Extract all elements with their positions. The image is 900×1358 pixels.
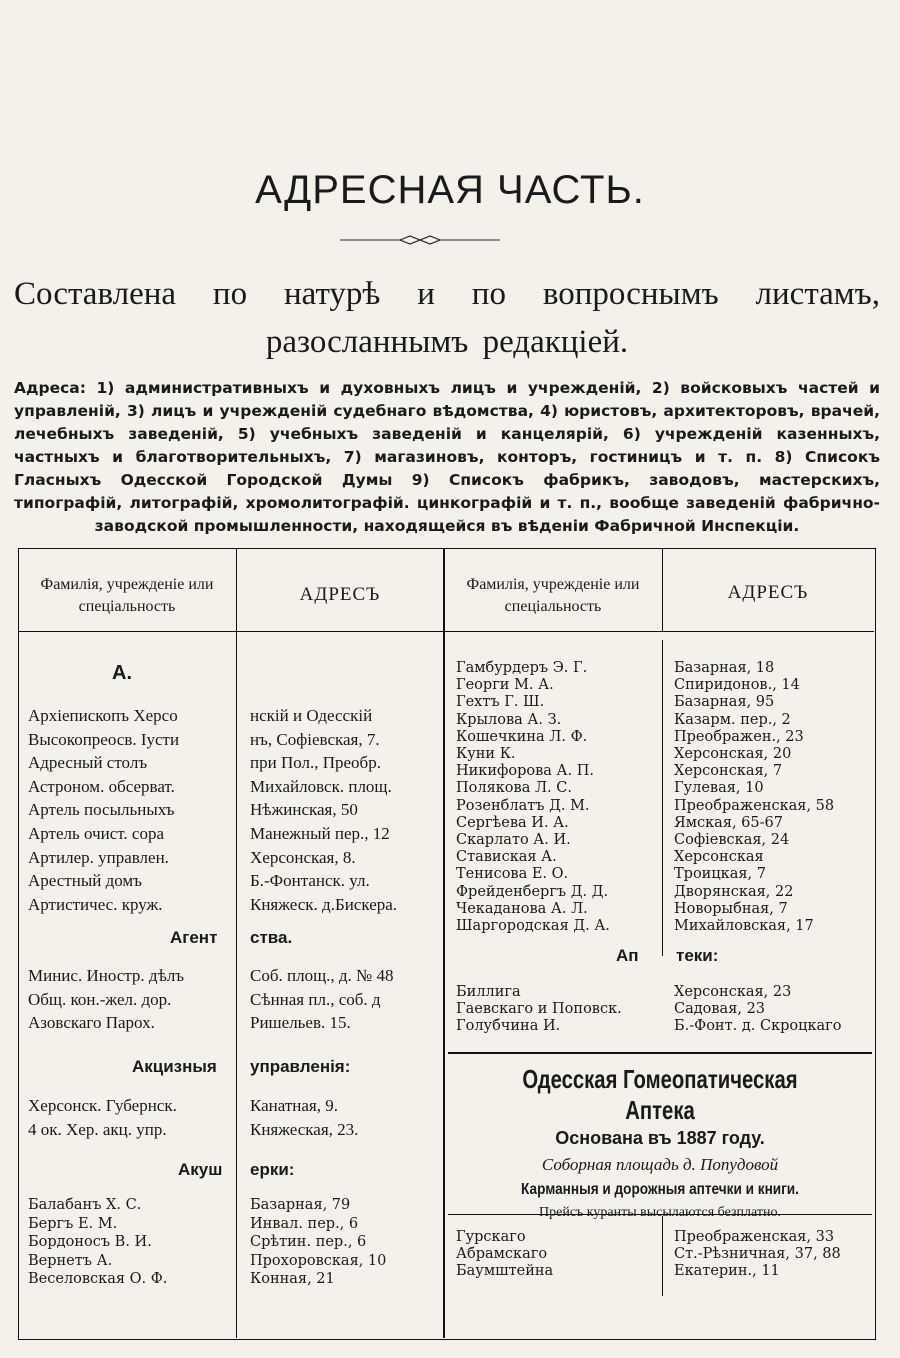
entry-name: Скарлато А. И. — [456, 832, 571, 848]
entry-name: Полякова Л. С. — [456, 780, 572, 797]
entry-address: Новорыбная, 7 — [674, 900, 788, 917]
entry-name: Ставиская А. — [456, 849, 557, 866]
entry-name: Вернетъ А. — [28, 1252, 113, 1269]
entry-name: Арестный домъ — [28, 871, 142, 891]
entry-name: Гехтъ Г. Ш. — [456, 694, 545, 711]
midwife-heading-a: Акуш — [178, 1160, 223, 1179]
agents-heading-a: Агент — [170, 928, 218, 947]
entry-address: Ришельев. 15. — [250, 1013, 351, 1033]
entry-name: Балабанъ Х. С. — [28, 1197, 142, 1213]
entry-name: Абрамскаго — [456, 1246, 548, 1263]
right-col-divider-mid — [662, 640, 663, 956]
entry-name: Астроном. обсерват. — [28, 776, 175, 796]
entry-name: Минис. Иностр. дѣлъ — [28, 966, 185, 985]
ad-address: Соборная площадь д. Попудовой — [541, 1155, 779, 1174]
entry-name: Гурскаго — [456, 1229, 526, 1245]
entry-address: Михайловская, 17 — [674, 918, 814, 934]
entry-address: Ямская, 65-67 — [674, 814, 783, 831]
entry-address: Прохоровская, 10 — [250, 1252, 387, 1269]
entry-name: Общ. кон.-жел. дор. — [28, 989, 172, 1009]
entry-address: Херсонская, 23 — [674, 984, 792, 1000]
intro-paragraph: Адреса: 1) административныхъ и духовныхъ лицъ и учрежденій, 2) войсковыхъ частей и управленій, 3) лицъ и учрежденій судебнаго вѣдомства, 4) юристовъ, архитекторовъ, врачей, лечебныхъ заведеній, 5) учебныхъ заведеній и канцелярій, 6) учрежденій казенныхъ, частныхъ и благотворительныхъ, 7) магазиновъ, конторъ, гостиницъ и т. п. 8) Списокъ Гласныхъ Одесской Городской Думы 9) Списокъ фабрикъ, заводовъ, мастерскихъ, типографій, литографій, хромолитографій. цинкографій и т. п., вообще заведеній фабрично-заводской промышленности, находящейся въ вѣденіи Фабричной Инспекціи. — [14, 379, 880, 535]
agents-heading-b: ства. — [250, 928, 293, 947]
entry-name: Голубчина И. — [456, 1018, 561, 1035]
entry-name: Артилер. управлен. — [28, 847, 169, 867]
entry-address: Канатная, 9. — [250, 1096, 339, 1115]
header-divider — [18, 631, 874, 632]
entry-address: Преображен., 23 — [674, 728, 804, 745]
entry-address: Спиридонов., 14 — [674, 677, 800, 694]
entry-address: Манежный пер., 12 — [250, 824, 390, 843]
ad-founded: Основана въ 1887 году. — [555, 1128, 765, 1148]
left-name-header: Фамилія, учрежденіе или спеціальность — [40, 576, 214, 615]
homeopathic-pharmacy-ad — [448, 1054, 872, 1220]
pharmacies-heading-a: Ап — [616, 946, 639, 965]
entry-address: Ст.-Рѣзничная, 37, 88 — [674, 1246, 841, 1263]
entry-name: Фрейденбергъ Д. Д. — [456, 883, 609, 900]
entry-name: Гаевскаго и Поповск. — [456, 1001, 622, 1018]
entry-address: Троицкая, 7 — [674, 866, 766, 883]
ad-title: Одесская Гомеопатическая Аптека — [522, 1064, 798, 1125]
entry-address: при Пол., Преобр. — [250, 753, 381, 773]
entry-address: Б.-Фонтанск. ул. — [250, 871, 370, 891]
midwife-heading-b: ерки: — [250, 1160, 295, 1179]
entry-address: Казарм. пер., 2 — [674, 711, 791, 728]
entry-address: Княжеская, 23. — [250, 1119, 359, 1139]
entry-name: Тенисова Е. О. — [456, 866, 569, 883]
entry-name: Сергѣева И. А. — [456, 814, 569, 831]
excise-heading-a: Акцизныя — [132, 1057, 217, 1076]
entry-address: Садовая, 23 — [674, 1001, 766, 1018]
entry-name: Георги М. А. — [456, 677, 554, 694]
entry-address: Базарная, 95 — [674, 694, 775, 711]
entry-name: Кошечкина Л. Ф. — [456, 728, 588, 745]
entry-name: Адресный столъ — [28, 753, 148, 773]
entry-address: Херсонская — [674, 849, 764, 866]
entry-name: Архіепископъ Херсо — [28, 706, 178, 725]
entry-address: Гулевая, 10 — [674, 780, 764, 797]
entry-address: Дворянская, 22 — [674, 883, 794, 900]
right-col-divider-bottom — [662, 1216, 663, 1296]
entry-address: Базарная, 18 — [674, 660, 775, 676]
entry-name: Биллига — [456, 984, 521, 1000]
ornament-divider — [340, 233, 500, 247]
entry-address: Преображенская, 33 — [674, 1229, 835, 1245]
entry-name: 4 ок. Хер. акц. упр. — [28, 1119, 167, 1139]
entry-address: Б.-Фонт. д. Скроцкаго — [674, 1018, 842, 1035]
entry-address: Херсонская, 7 — [674, 763, 783, 780]
entry-address: Инвал. пер., 6 — [250, 1215, 359, 1232]
right-name-header: Фамилія, учрежденіе или спеціальность — [466, 576, 640, 615]
entry-address: Конная, 21 — [250, 1271, 335, 1287]
entry-address: нъ, Софіевская, 7. — [250, 729, 380, 749]
excise-heading-b: управленія: — [250, 1057, 351, 1076]
ad-price-note: Прейсъ куранты высылаются безплатно. — [539, 1205, 781, 1220]
entry-name: Чекаданова А. Л. — [456, 900, 588, 917]
entry-address: Срѣтин. пер., 6 — [250, 1234, 367, 1250]
entry-address: Софіевская, 24 — [674, 832, 790, 848]
entry-name: Артель очист. сора — [28, 824, 165, 843]
entry-address: Херсонская, 8. — [250, 847, 356, 867]
entry-name: Крылова А. З. — [456, 711, 562, 728]
entry-name: Куни К. — [456, 746, 516, 762]
entry-name: Бергъ Е. М. — [28, 1215, 118, 1232]
entry-address: Княжеск. д.Бискера. — [250, 894, 398, 914]
entry-address: Нѣжинская, 50 — [250, 800, 358, 820]
entry-address: Преображенская, 58 — [674, 797, 835, 814]
page-subtitle: Составлена по натурѣ и по вопроснымъ листамъ, разосланнымъ редакціей. — [14, 276, 880, 360]
entry-name: Херсонск. Губернск. — [28, 1096, 177, 1115]
left-address-header: АДРЕСЪ — [299, 584, 381, 605]
entry-address: Екатерин., 11 — [674, 1263, 780, 1280]
right-col-divider-top — [662, 548, 663, 631]
entry-name: Высокопреосв. Іусти — [28, 729, 180, 749]
entry-name: Веселовская О. Ф. — [28, 1271, 168, 1287]
entry-address: Михайловск. площ. — [250, 776, 392, 796]
right-address-header: АДРЕСЪ — [727, 582, 809, 603]
entry-name: Розенблатъ Д. М. — [456, 797, 590, 814]
entry-name: Гамбурдеръ Э. Г. — [456, 660, 588, 676]
entry-address: Херсонская, 20 — [674, 746, 792, 762]
page-title: АДРЕСНАЯ ЧАСТЬ. — [255, 168, 645, 212]
entry-name: Артистичес. круж. — [28, 894, 163, 914]
entry-name: Азовскаго Парох. — [28, 1013, 155, 1033]
entry-address: Базарная, 79 — [250, 1197, 351, 1213]
left-col-divider — [236, 548, 237, 1338]
entry-name: Шаргородская Д. А. — [456, 918, 610, 934]
center-divider — [443, 548, 445, 1338]
entry-name: Никифорова А. П. — [456, 763, 594, 780]
pharmacies-heading-b: теки: — [676, 946, 719, 965]
entry-name: Бордоносъ В. И. — [28, 1234, 152, 1250]
entry-address: Сѣнная пл., соб. д — [250, 989, 381, 1009]
entry-name: Баумштейна — [456, 1263, 554, 1280]
entry-address: Соб. площ., д. № 48 — [250, 966, 394, 985]
entry-address: нскій и Одесскій — [250, 706, 373, 725]
letter-a-heading: А. — [112, 662, 132, 684]
entry-name: Артель посыльныхъ — [28, 800, 175, 820]
ad-goods: Карманныя и дорожныя аптечки и книги. — [521, 1181, 799, 1198]
